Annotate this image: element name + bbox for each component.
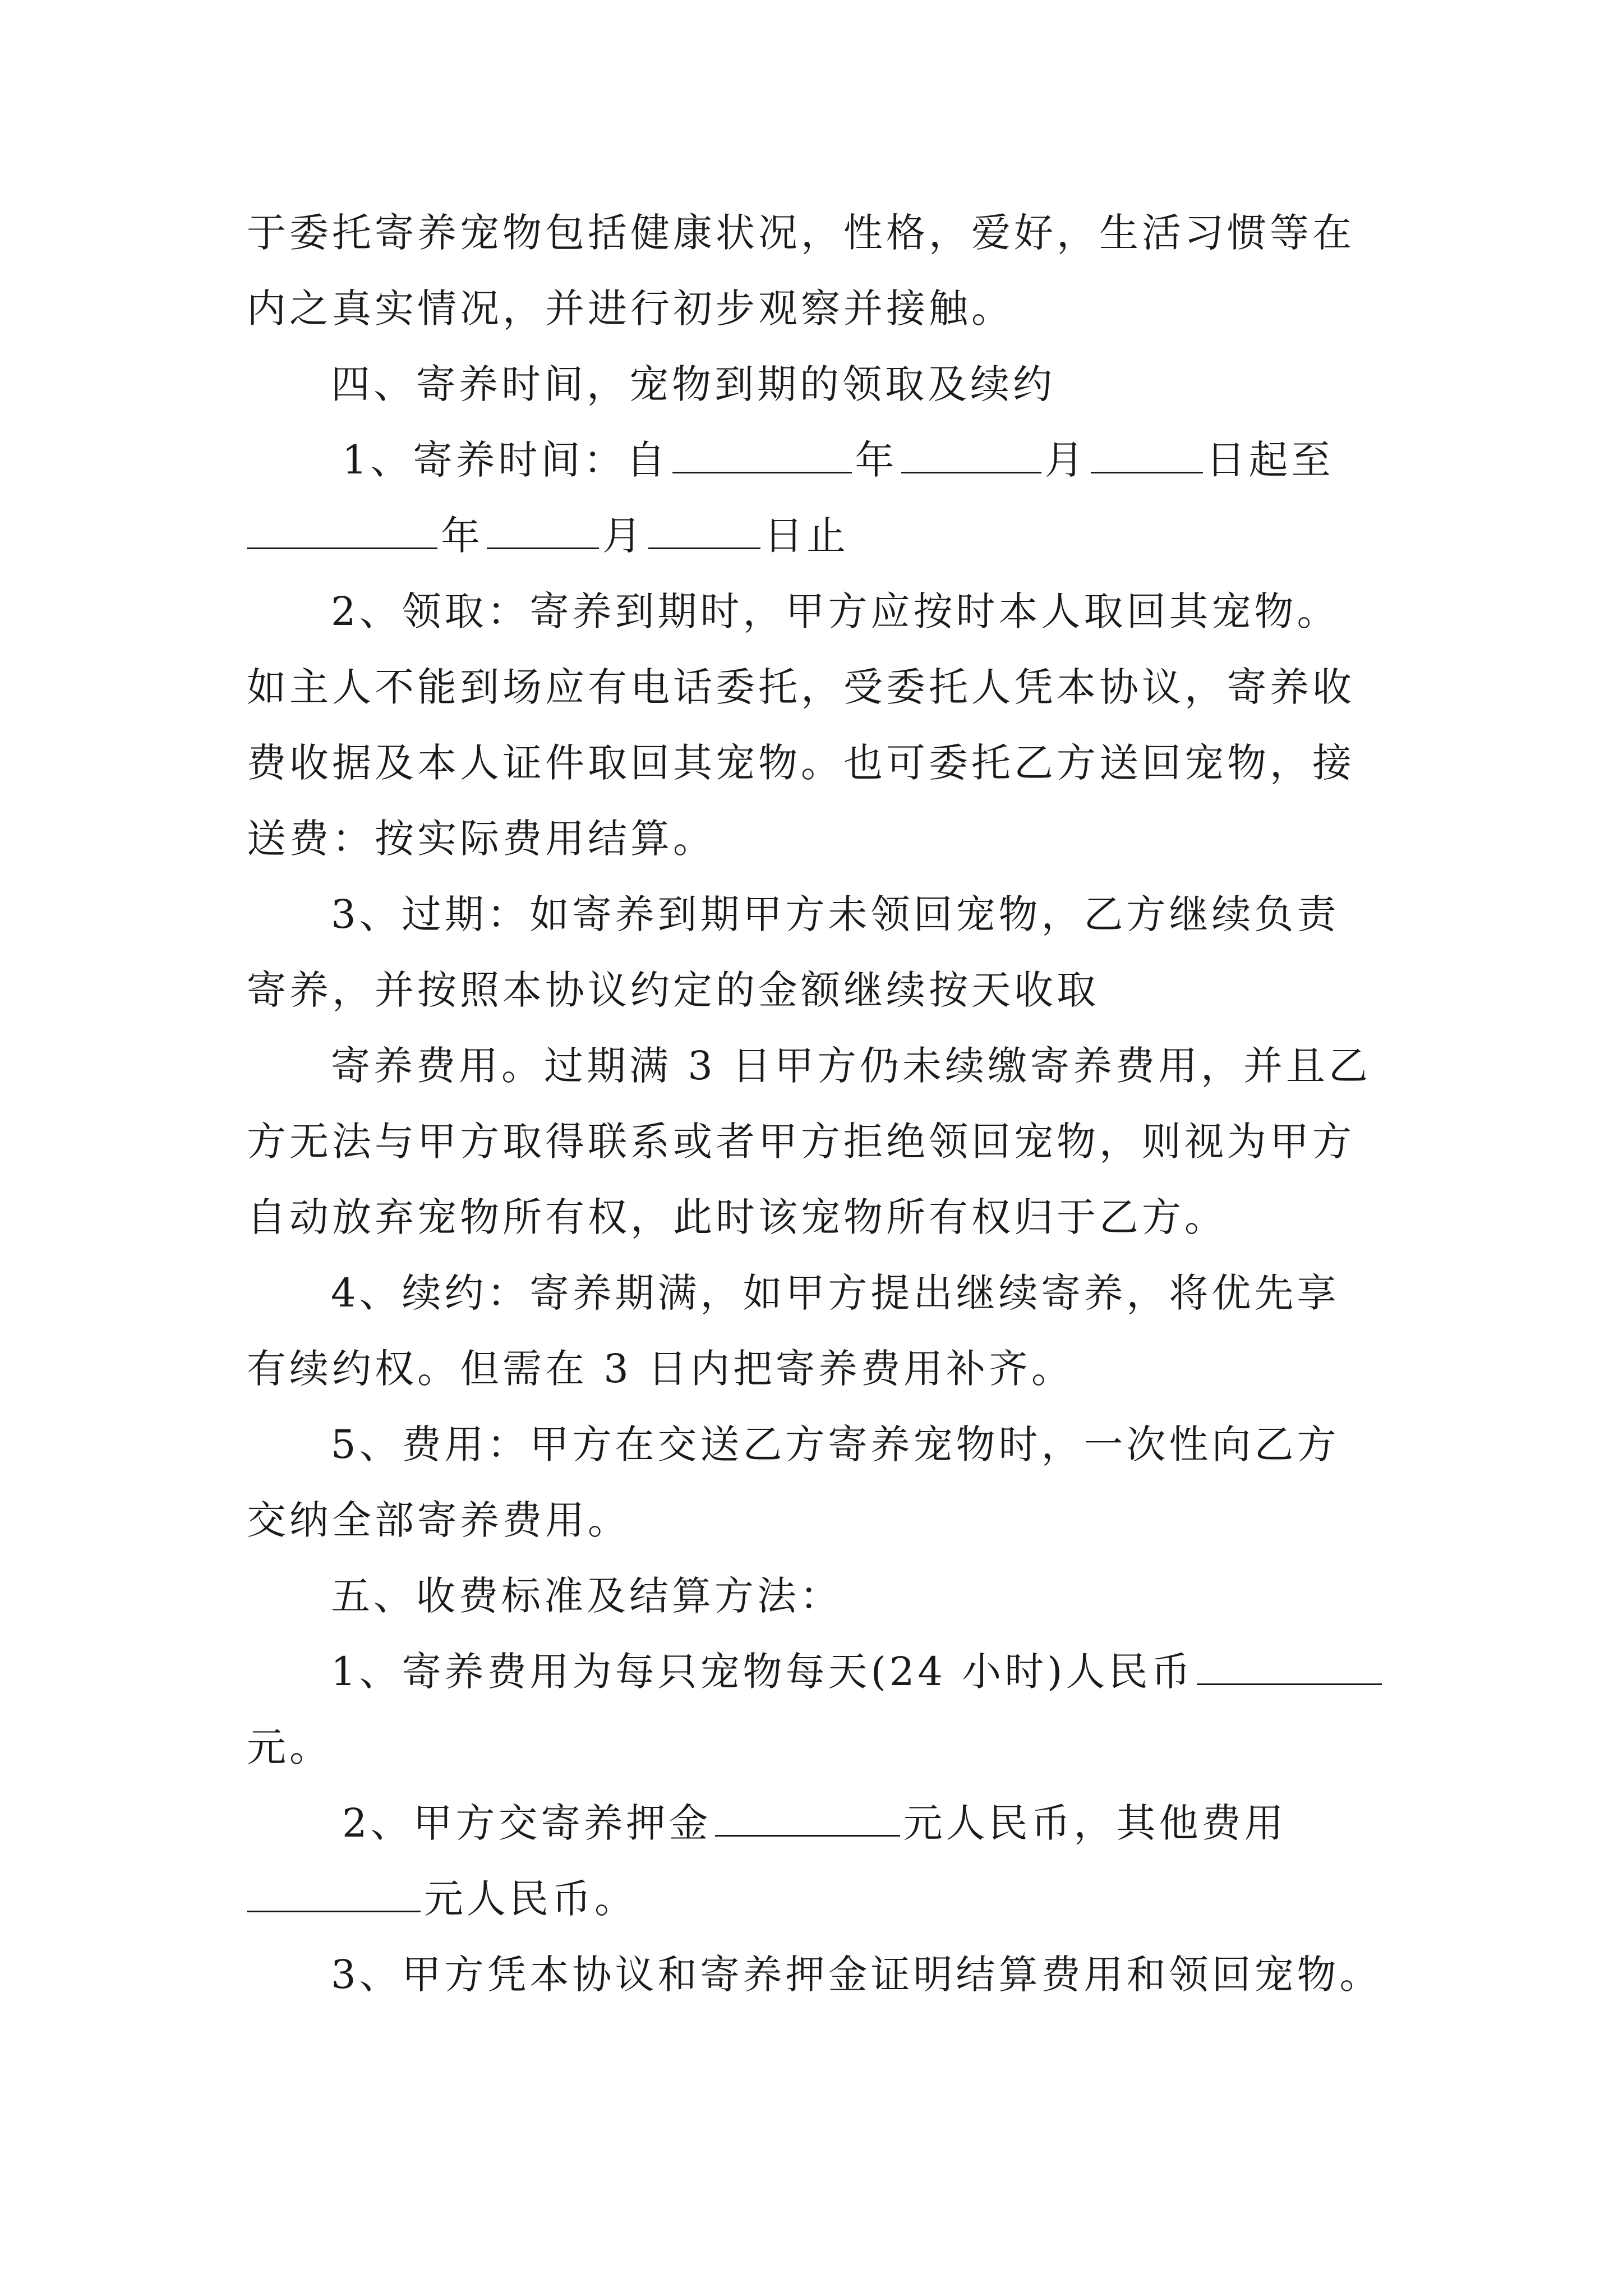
blank-field-daily-fee[interactable] bbox=[1197, 1646, 1382, 1685]
paragraph-line: 2、领取：寄养到期时，甲方应按时本人取回其宠物。 bbox=[331, 588, 1340, 634]
clause-text: 元人民币。 bbox=[424, 1876, 637, 1922]
clause-4-1 bbox=[342, 435, 1334, 485]
paragraph-line: 元。 bbox=[247, 1724, 332, 1770]
blank-field-start-month[interactable] bbox=[901, 435, 1041, 473]
clause-5-1 bbox=[331, 1646, 1385, 1697]
clause-text: 年 bbox=[441, 513, 483, 559]
clause-text: 日起至 bbox=[1206, 437, 1334, 483]
blank-field-start-day[interactable] bbox=[1091, 435, 1203, 473]
paragraph-line: 于委托寄养宠物包括健康状况，性格，爱好，生活习惯等在 bbox=[247, 210, 1355, 256]
paragraph-line: 内之真实情况，并进行初步观察并接触。 bbox=[247, 286, 1014, 332]
blank-field-end-year[interactable] bbox=[247, 510, 437, 549]
paragraph-line: 3、甲方凭本协议和寄养押金证明结算费用和领回宠物。 bbox=[331, 1952, 1382, 1998]
clause-text: 年 bbox=[855, 437, 898, 483]
blank-field-other-fees[interactable] bbox=[247, 1874, 421, 1912]
clause-text: 1、寄养时间：自 bbox=[342, 437, 669, 483]
clause-text: 日止 bbox=[764, 513, 849, 559]
paragraph-line: 3、过期：如寄养到期甲方未领回宠物，乙方继续负责 bbox=[331, 891, 1340, 937]
section-heading-5: 五、收费标准及结算方法： bbox=[331, 1573, 842, 1619]
paragraph-line: 费收据及本人证件取回其宠物。也可委托乙方送回宠物，接 bbox=[247, 740, 1355, 786]
paragraph-line: 方无法与甲方取得联系或者甲方拒绝领回宠物，则视为甲方 bbox=[247, 1119, 1355, 1165]
paragraph-line: 有续约权。但需在 3 日内把寄养费用补齐。 bbox=[247, 1346, 1075, 1392]
blank-field-end-day[interactable] bbox=[648, 510, 760, 549]
paragraph-line: 如主人不能到场应有电话委托，受委托人凭本协议，寄养收 bbox=[247, 664, 1355, 710]
blank-field-start-year[interactable] bbox=[672, 435, 852, 473]
clause-4-1-cont bbox=[247, 510, 849, 561]
blank-field-deposit[interactable] bbox=[715, 1798, 900, 1837]
paragraph-line: 送费：按实际费用结算。 bbox=[247, 816, 716, 862]
clause-5-2 bbox=[342, 1798, 1287, 1848]
clause-5-2-cont bbox=[247, 1874, 637, 1924]
paragraph-line: 交纳全部寄养费用。 bbox=[247, 1497, 630, 1543]
paragraph-line: 寄养，并按照本协议约定的金额继续按天收取 bbox=[247, 967, 1099, 1013]
paragraph-line: 自动放弃宠物所有权，此时该宠物所有权归于乙方。 bbox=[247, 1194, 1227, 1240]
clause-text: 月 bbox=[602, 513, 645, 559]
clause-text: 月 bbox=[1044, 437, 1087, 483]
paragraph-line: 寄养费用。过期满 3 日甲方仍未续缴寄养费用，并且乙 bbox=[331, 1043, 1372, 1089]
blank-field-end-month[interactable] bbox=[487, 510, 599, 549]
clause-text: 2、甲方交寄养押金 bbox=[342, 1800, 712, 1846]
paragraph-line: 5、费用：甲方在交送乙方寄养宠物时，一次性向乙方 bbox=[331, 1421, 1340, 1467]
clause-text: 元人民币，其他费用 bbox=[903, 1800, 1287, 1846]
clause-text: 1、寄养费用为每只宠物每天(24 小时)人民币 bbox=[331, 1649, 1194, 1695]
section-heading-4: 四、寄养时间，宠物到期的领取及续约 bbox=[331, 361, 1055, 407]
paragraph-line: 4、续约：寄养期满，如甲方提出继续寄养，将优先享 bbox=[331, 1270, 1340, 1316]
